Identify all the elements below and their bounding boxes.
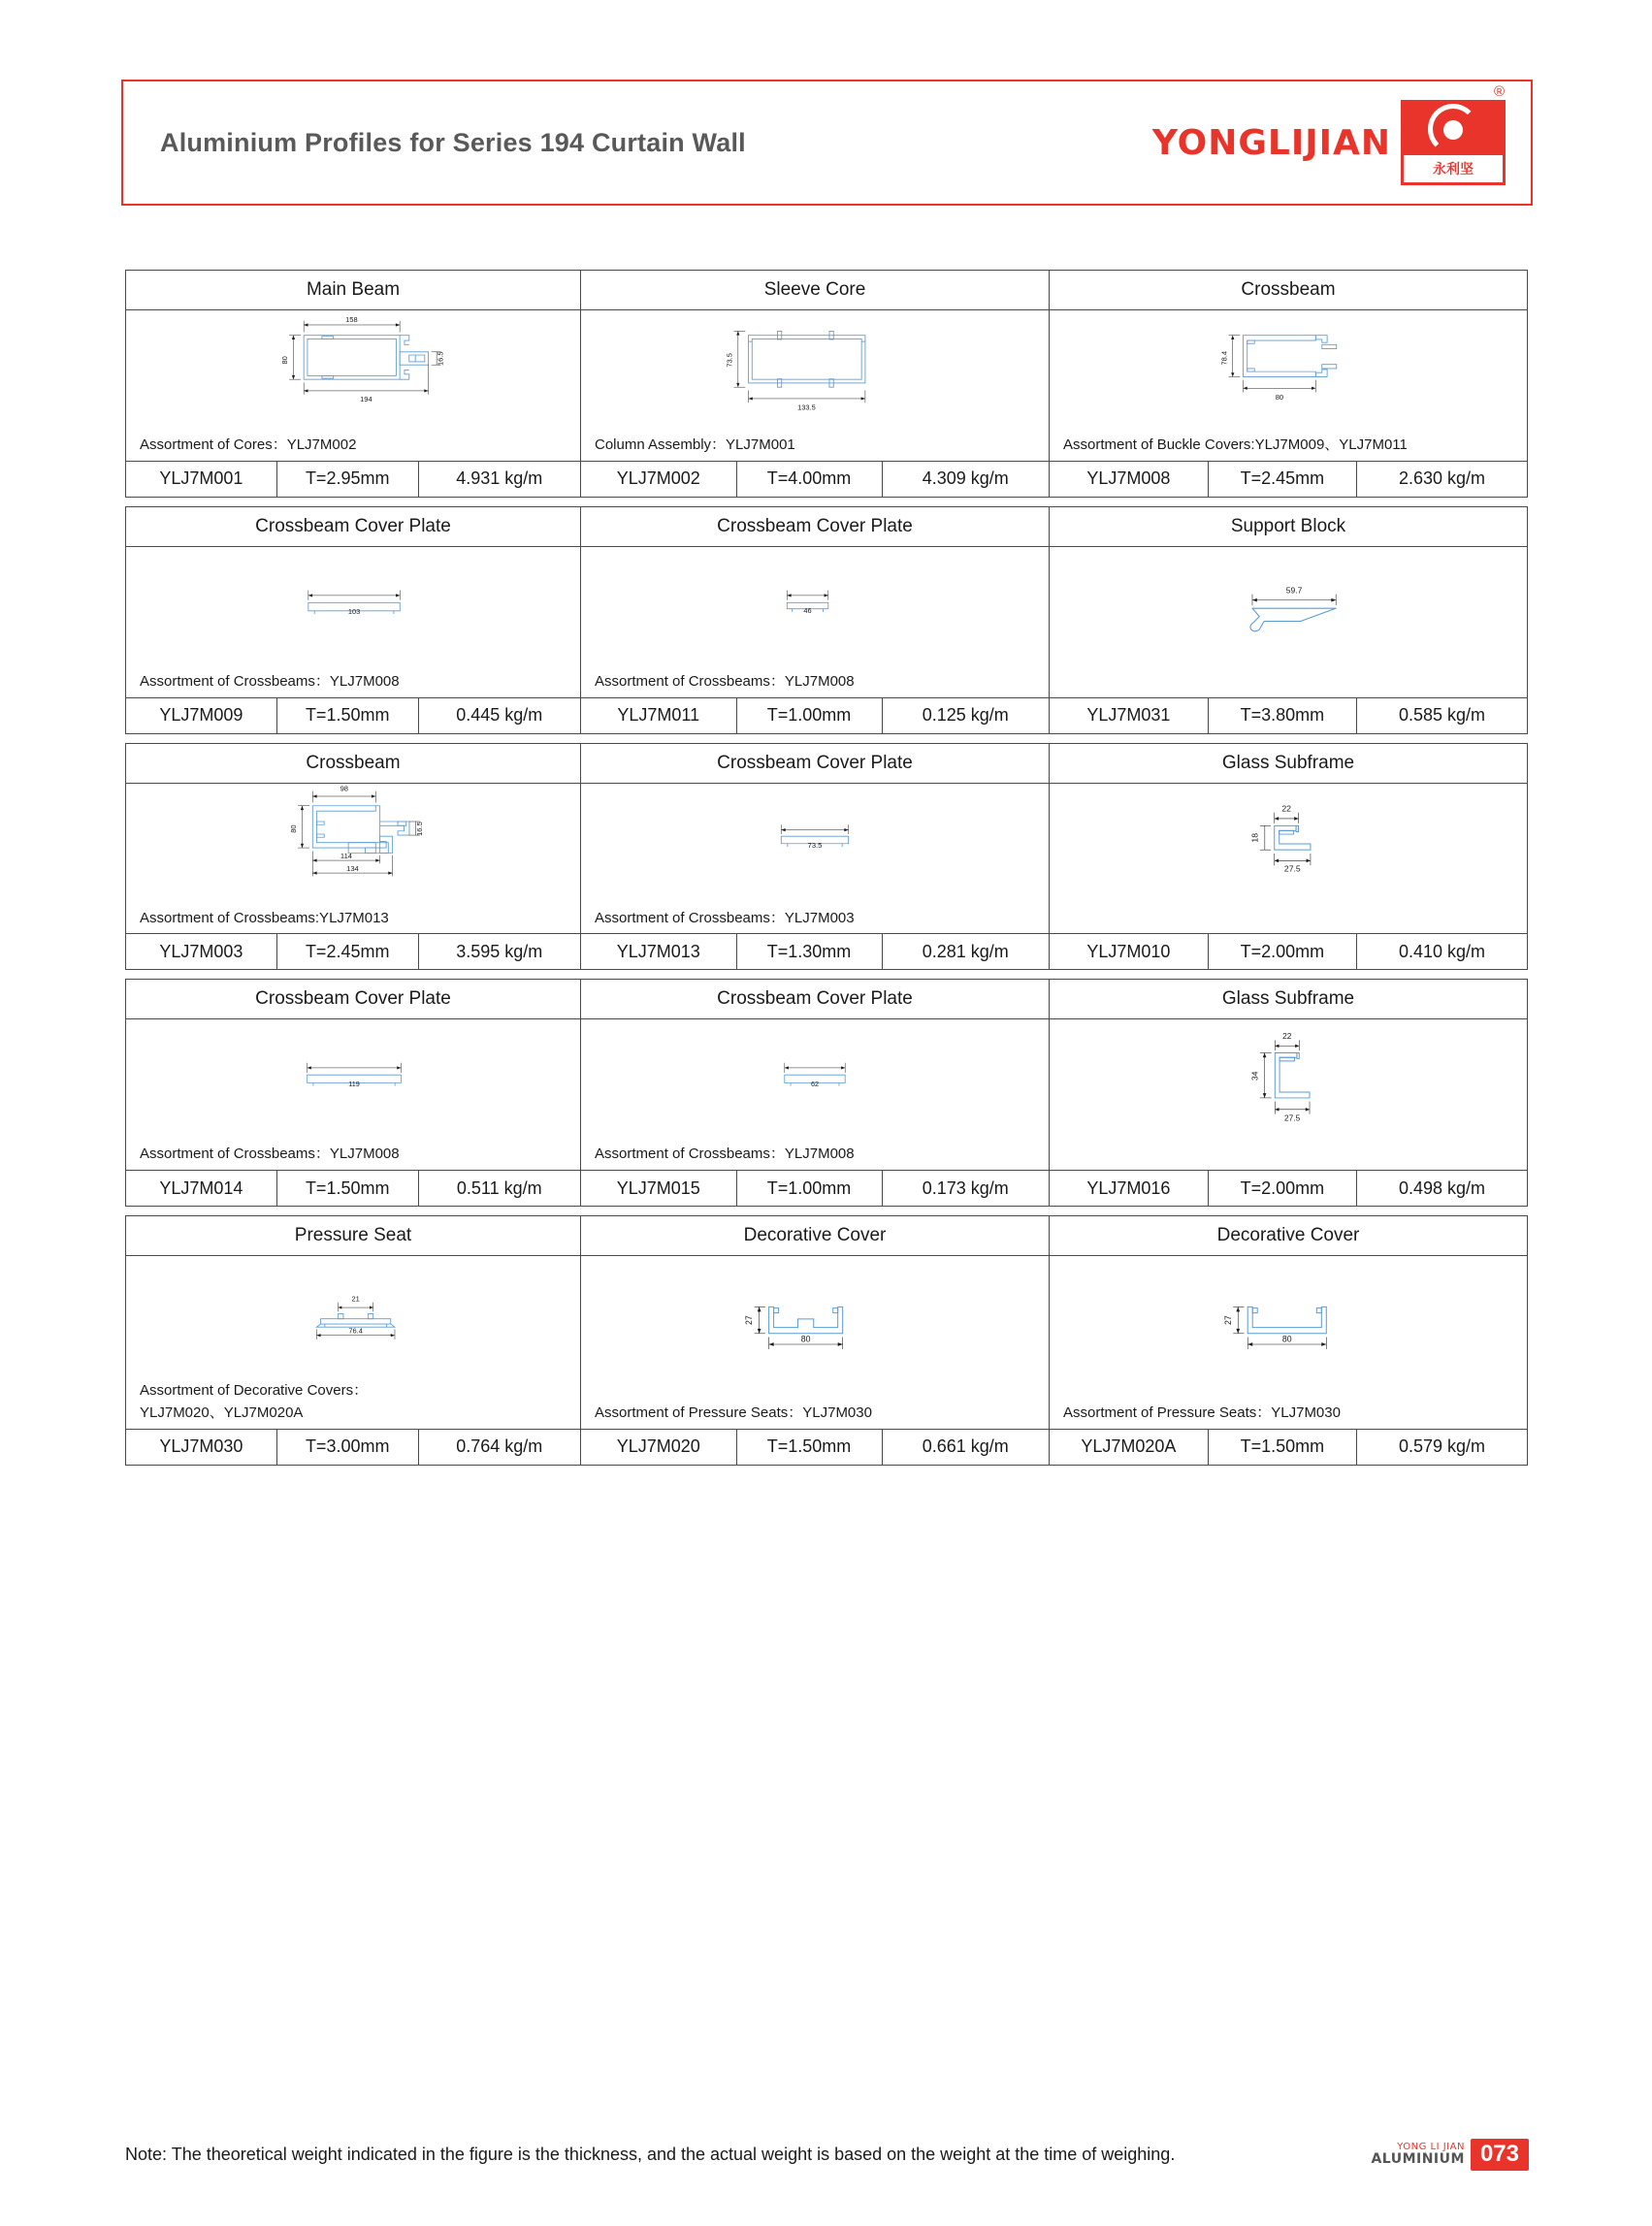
card-title: Sleeve Core: [581, 271, 1049, 310]
profile-drawing: [1050, 547, 1527, 692]
profile-drawing: [1050, 784, 1527, 928]
card-specs: [1050, 933, 1527, 969]
card-title: Glass Subframe: [1050, 744, 1527, 784]
spec-thickness: T=2.45mm: [277, 934, 419, 969]
profile-card-ylj7m002: [580, 270, 1050, 498]
profile-card-ylj7m015: [580, 979, 1050, 1207]
profile-card-ylj7m020: [580, 1215, 1050, 1466]
card-assortment-2: YLJ7M020、YLJ7M020A: [140, 1403, 304, 1421]
dim-bottom: 76.4: [348, 1326, 363, 1336]
card-specs: [126, 1429, 580, 1465]
spec-weight: 0.445 kg/m: [456, 705, 543, 725]
card-title: Crossbeam: [126, 744, 580, 784]
card-assortment: Assortment of Crossbeams：YLJ7M008: [595, 672, 855, 690]
profile-card-ylj7m011: [580, 506, 1050, 734]
dim-bottom: 114: [340, 851, 353, 860]
card-specs: [581, 933, 1049, 969]
profile-card-ylj7m030: [125, 1215, 581, 1466]
spec-code: YLJ7M031: [1050, 698, 1209, 733]
card-specs: [1050, 1429, 1527, 1465]
profile-card-ylj7m010: [1049, 743, 1528, 971]
dim-top: 59.7: [1285, 585, 1303, 596]
spec-code: YLJ7M011: [581, 698, 737, 733]
profile-card-ylj7m014: [125, 979, 581, 1207]
spec-thickness: T=1.50mm: [737, 1430, 883, 1465]
card-assortment: Assortment of Pressure Seats：YLJ7M030: [595, 1403, 872, 1421]
spec-weight: 0.511 kg/m: [456, 1178, 542, 1198]
dim-left: 73.5: [725, 353, 734, 368]
profile-drawing: [1050, 310, 1527, 436]
footer-brand-line2: ALUMINIUM: [1371, 2151, 1465, 2168]
card-assortment: Assortment of Crossbeams：YLJ7M003: [595, 909, 855, 926]
dim-left: 78.4: [1219, 350, 1229, 366]
dim-top: 21: [351, 1294, 360, 1304]
drawing-svg: [581, 310, 1049, 436]
card-assortment: Assortment of Pressure Seats：YLJ7M030: [1063, 1403, 1341, 1421]
dim-right: 16.5: [436, 351, 445, 367]
profile-card-ylj7m031: [1049, 506, 1528, 734]
profile-drawing: [1050, 1019, 1527, 1164]
card-assortment: Assortment of Decorative Covers：: [140, 1382, 369, 1399]
spec-weight: 0.579 kg/m: [1398, 1436, 1486, 1456]
card-assortment: Column Assembly：YLJ7M001: [595, 436, 795, 453]
spec-weight: 0.281 kg/m: [922, 941, 1009, 961]
profile-drawing: [126, 784, 580, 910]
drawing-svg: [126, 1019, 580, 1145]
dim-bottom: 27.5: [1284, 1113, 1301, 1123]
dim-right: 16.5: [414, 821, 424, 836]
footer-note: Note: The theoretical weight indicated in the figure is the thickness, and the actual weight is based on the weight at the time of weighing.: [125, 2145, 1176, 2164]
drawing-svg: [126, 784, 580, 910]
spec-weight: 0.410 kg/m: [1398, 941, 1486, 961]
card-title: Crossbeam: [1050, 271, 1527, 310]
dim-top: 73.5: [807, 840, 823, 850]
dim-left: 27: [744, 1315, 755, 1325]
page-title: Aluminium Profiles for Series 194 Curtain Wall: [160, 127, 746, 157]
drawing-svg: [126, 547, 580, 673]
spec-weight: 3.595 kg/m: [456, 941, 543, 961]
spec-code: YLJ7M003: [126, 934, 277, 969]
card-specs: [1050, 461, 1527, 497]
spec-code: YLJ7M016: [1050, 1171, 1209, 1206]
profile-card-ylj7m009: [125, 506, 581, 734]
drawing-svg: [126, 310, 580, 436]
spec-thickness: T=1.30mm: [737, 934, 883, 969]
footer-brand-line1: YONG LI JIAN: [1397, 2141, 1465, 2152]
spec-code: YLJ7M009: [126, 698, 277, 733]
dim-left: 27: [1222, 1315, 1233, 1325]
brand-name-cn: 永利坚: [1433, 162, 1474, 177]
page-number: 073: [1471, 2139, 1529, 2171]
dim-left: 34: [1249, 1071, 1260, 1081]
spec-thickness: T=2.00mm: [1209, 934, 1357, 969]
spec-code: YLJ7M013: [581, 934, 737, 969]
profile-drawing: [126, 1019, 580, 1145]
profile-drawing: [581, 547, 1049, 673]
card-title: Crossbeam Cover Plate: [581, 744, 1049, 784]
dim-bottom: 133.5: [797, 403, 816, 412]
dim-top: 22: [1281, 803, 1291, 814]
dim-bottom: 80: [1275, 393, 1284, 403]
card-title: Crossbeam Cover Plate: [581, 507, 1049, 547]
profile-card-ylj7m013: [580, 743, 1050, 971]
card-title: Glass Subframe: [1050, 980, 1527, 1019]
dim-top: 98: [340, 784, 349, 793]
page-number-block: [1371, 2139, 1529, 2171]
spec-thickness: T=1.50mm: [277, 698, 419, 733]
spec-weight: 0.661 kg/m: [922, 1436, 1009, 1456]
spec-code: YLJ7M030: [126, 1430, 277, 1465]
profile-row: [125, 1215, 1529, 1466]
card-specs: [581, 1429, 1049, 1465]
card-title: Crossbeam Cover Plate: [581, 980, 1049, 1019]
brand-logo: [1151, 83, 1506, 185]
card-title: Crossbeam Cover Plate: [126, 980, 580, 1019]
drawing-svg: [581, 1256, 1049, 1404]
drawing-svg: [581, 547, 1049, 673]
card-specs: [1050, 1170, 1527, 1206]
profile-drawing: [1050, 1256, 1527, 1404]
registered-trademark-icon: ®: [1493, 83, 1505, 100]
spec-thickness: T=2.95mm: [277, 462, 419, 497]
drawing-svg: [126, 1256, 580, 1382]
dim-top: 119: [348, 1080, 360, 1089]
spec-weight: 0.173 kg/m: [922, 1178, 1009, 1198]
spec-weight: 0.498 kg/m: [1398, 1178, 1486, 1198]
dim-bottom2: 134: [346, 863, 359, 873]
card-assortment: Assortment of Crossbeams：YLJ7M008: [595, 1145, 855, 1163]
profile-card-ylj7m003: [125, 743, 581, 971]
card-assortment: Assortment of Crossbeams：YLJ7M008: [140, 1145, 400, 1163]
dim-top: 62: [810, 1080, 820, 1089]
card-title: Decorative Cover: [581, 1216, 1049, 1256]
card-title: Pressure Seat: [126, 1216, 580, 1256]
card-assortment: Assortment of Crossbeams:YLJ7M013: [140, 909, 389, 926]
spec-thickness: T=1.50mm: [1209, 1430, 1357, 1465]
card-specs: [581, 1170, 1049, 1206]
brand-name: YONGLIJIAN: [1151, 122, 1391, 163]
profile-card-ylj7m008: [1049, 270, 1528, 498]
spec-code: YLJ7M014: [126, 1171, 277, 1206]
card-specs: [1050, 697, 1527, 733]
spec-code: YLJ7M001: [126, 462, 277, 497]
spec-code: YLJ7M008: [1050, 462, 1209, 497]
drawing-svg: [1050, 547, 1527, 692]
card-title: Crossbeam Cover Plate: [126, 507, 580, 547]
profiles-grid: [125, 270, 1529, 1466]
spec-code: YLJ7M020A: [1050, 1430, 1209, 1465]
card-assortment: Assortment of Cores：YLJ7M002: [140, 436, 357, 453]
spec-thickness: T=2.00mm: [1209, 1171, 1357, 1206]
card-specs: [126, 933, 580, 969]
profile-drawing: [581, 1256, 1049, 1404]
profile-row: [125, 979, 1529, 1207]
profile-row: [125, 270, 1529, 498]
spec-code: YLJ7M020: [581, 1430, 737, 1465]
dim-top: 158: [345, 314, 358, 324]
profile-drawing: [581, 310, 1049, 436]
profile-drawing: [126, 310, 580, 436]
spec-thickness: T=3.00mm: [277, 1430, 419, 1465]
spec-weight: 0.764 kg/m: [456, 1436, 543, 1456]
card-title: Support Block: [1050, 507, 1527, 547]
drawing-svg: [1050, 310, 1527, 436]
spec-weight: 2.630 kg/m: [1398, 468, 1486, 489]
spec-thickness: T=1.50mm: [277, 1171, 419, 1206]
profile-card-ylj7m016: [1049, 979, 1528, 1207]
profile-row: [125, 506, 1529, 734]
drawing-svg: [1050, 1256, 1527, 1404]
card-specs: [126, 697, 580, 733]
dim-left: 80: [288, 823, 298, 833]
card-specs: [126, 461, 580, 497]
dim-bottom: 194: [360, 395, 373, 404]
page-header: [121, 80, 1533, 206]
profile-drawing: [126, 547, 580, 673]
dim-top: 22: [1282, 1031, 1292, 1042]
dim-bottom: 27.5: [1283, 862, 1301, 873]
brand-mark-icon: [1401, 83, 1506, 185]
card-specs: [581, 461, 1049, 497]
spec-thickness: T=1.00mm: [737, 1171, 883, 1206]
spec-thickness: T=3.80mm: [1209, 698, 1357, 733]
spec-weight: 4.309 kg/m: [922, 468, 1009, 489]
spec-code: YLJ7M002: [581, 462, 737, 497]
spec-thickness: T=2.45mm: [1209, 462, 1357, 497]
page-footer: [125, 2139, 1529, 2171]
profile-drawing: [581, 784, 1049, 910]
profile-card-ylj7m020a: [1049, 1215, 1528, 1466]
spec-weight: 0.585 kg/m: [1398, 705, 1486, 725]
spec-code: YLJ7M015: [581, 1171, 737, 1206]
card-assortment: Assortment of Buckle Covers:YLJ7M009、YLJ7M011: [1063, 436, 1408, 453]
drawing-svg: [581, 1019, 1049, 1145]
card-title: Decorative Cover: [1050, 1216, 1527, 1256]
spec-code: YLJ7M010: [1050, 934, 1209, 969]
dim-bottom: 80: [1281, 1334, 1292, 1344]
spec-weight: 0.125 kg/m: [922, 705, 1009, 725]
card-specs: [126, 1170, 580, 1206]
profile-drawing: [581, 1019, 1049, 1145]
spec-thickness: T=4.00mm: [737, 462, 883, 497]
card-assortment: Assortment of Crossbeams：YLJ7M008: [140, 672, 400, 690]
card-title: Main Beam: [126, 271, 580, 310]
spec-thickness: T=1.00mm: [737, 698, 883, 733]
profile-card-ylj7m001: [125, 270, 581, 498]
drawing-svg: [1050, 1019, 1527, 1164]
spec-weight: 4.931 kg/m: [456, 468, 543, 489]
dim-top: 46: [803, 605, 812, 615]
dim-top: 103: [347, 606, 361, 616]
card-specs: [581, 697, 1049, 733]
dim-left: 18: [1249, 832, 1260, 843]
dim-left: 80: [280, 356, 290, 365]
drawing-svg: [581, 784, 1049, 910]
dim-bottom: 80: [800, 1334, 811, 1344]
drawing-svg: [1050, 784, 1527, 928]
profile-row: [125, 743, 1529, 971]
profile-drawing: [126, 1256, 580, 1382]
